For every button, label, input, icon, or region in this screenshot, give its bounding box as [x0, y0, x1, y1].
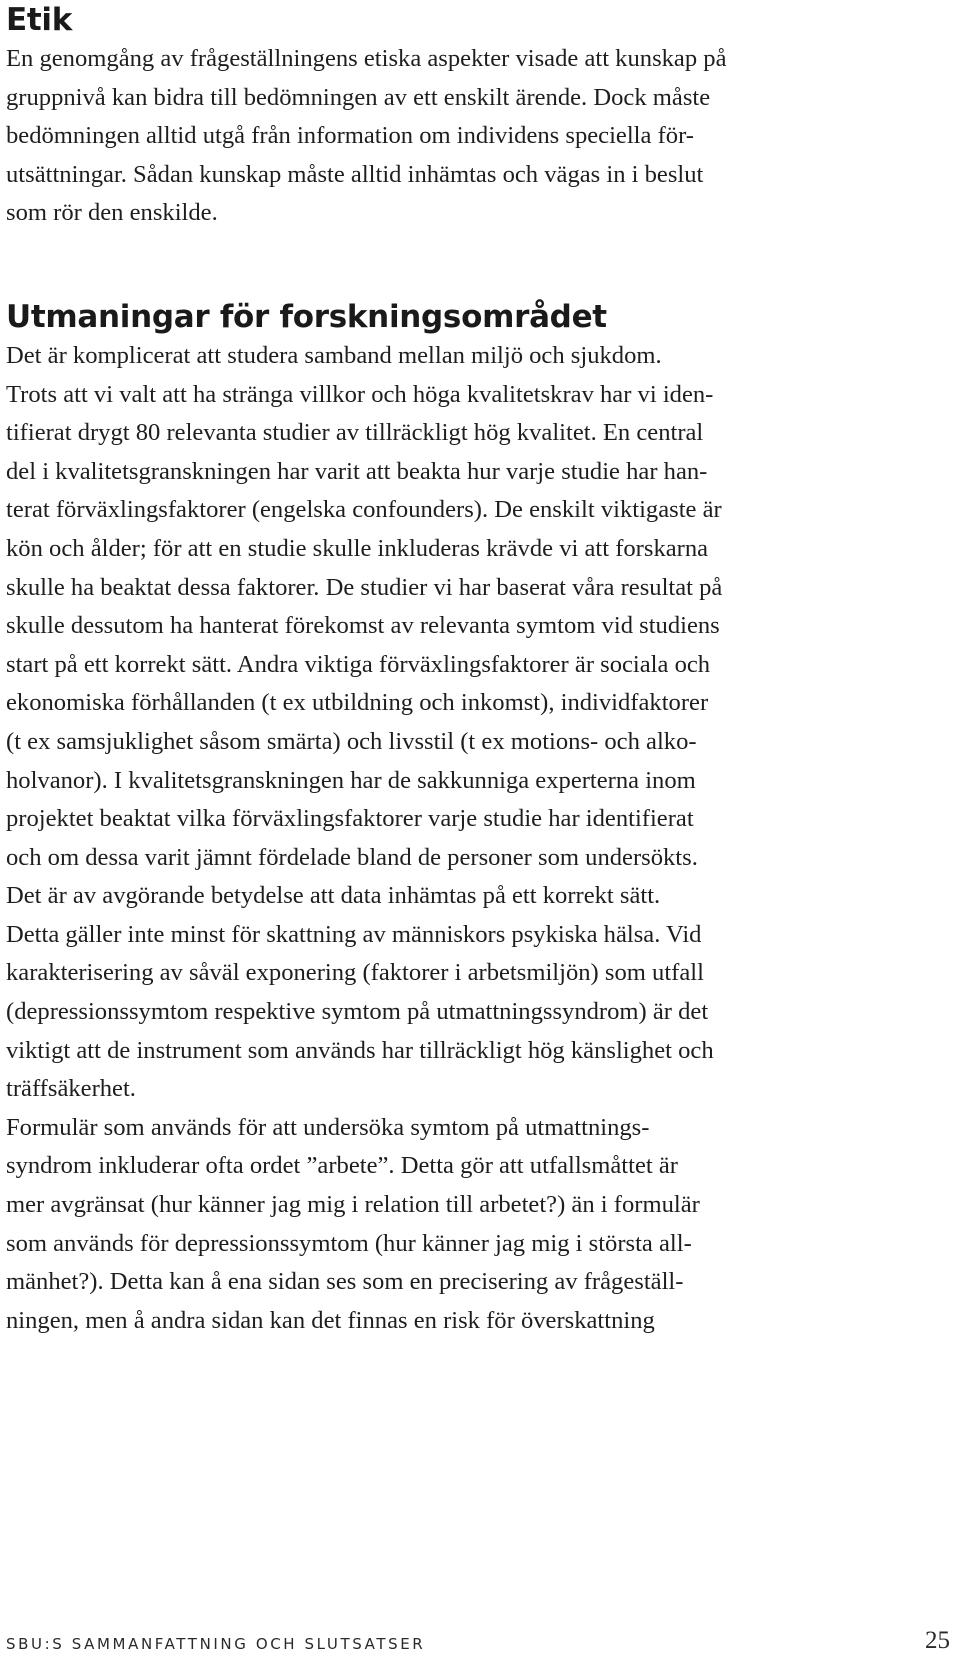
- text-line: Det är komplicerat att studera samband mellan miljö och sjukdom.: [6, 341, 662, 369]
- text-line: bedömningen alltid utgå från information om individens speciella för-: [6, 122, 694, 150]
- text-line: Trots att vi valt att ha stränga villkor och höga kvalitetskrav har vi iden-: [6, 380, 714, 408]
- text-line: mer avgränsat (hur känner jag mig i relation till arbetet?) än i formulär: [6, 1191, 700, 1219]
- text-line: holvanor). I kvalitetsgranskningen har de sakkunniga experterna inom: [6, 766, 696, 794]
- text-line: träffsäkerhet.: [6, 1075, 136, 1103]
- paragraph-utmaningar-1: [6, 337, 954, 877]
- text-line: Det är av avgörande betydelse att data inhämtas på ett korrekt sätt.: [6, 882, 661, 910]
- text-line: karakterisering av såväl exponering (faktorer i arbetsmiljön) som utfall: [6, 959, 704, 987]
- page-footer: [6, 1625, 950, 1655]
- text-line: ningen, men å andra sidan kan det finnas en risk för överskattning: [6, 1306, 655, 1334]
- text-line: start på ett korrekt sätt. Andra viktiga förväxlingsfaktorer är sociala och: [6, 650, 711, 678]
- text-line: som används för depressionssymtom (hur känner jag mig i största all-: [6, 1229, 692, 1257]
- section-heading-utmaningar: Utmaningar för forskningsområdet: [6, 298, 607, 335]
- footer-title: SBU:S SAMMANFATTNING OCH SLUTSATSER: [6, 1635, 426, 1653]
- section-heading-etik: Etik: [6, 2, 73, 38]
- text-line: del i kvalitetsgranskningen har varit att beakta hur varje studie har han-: [6, 457, 708, 485]
- text-line: kön och ålder; för att en studie skulle inkluderas krävde vi att forskarna: [6, 534, 709, 562]
- text-line: mänhet?). Detta kan å ena sidan ses som en precisering av frågeställ-: [6, 1268, 684, 1296]
- page-number: 25: [925, 1627, 950, 1654]
- text-line: tifierat drygt 80 relevanta studier av tillräckligt hög kvalitet. En central: [6, 419, 704, 447]
- text-line: ekonomiska förhållanden (t ex utbildning och inkomst), individfaktorer: [6, 689, 709, 717]
- text-line: projektet beaktat vilka förväxlingsfaktorer varje studie har identifierat: [6, 805, 694, 833]
- document-page: [6, 0, 954, 1340]
- text-line: terat förväxlingsfaktorer (engelska confounders). De enskilt viktigaste är: [6, 496, 722, 524]
- text-line: gruppnivå kan bidra till bedömningen av ett enskilt ärende. Dock måste: [6, 83, 711, 111]
- text-line: En genomgång av frågeställningens etiska aspekter visade att kunskap på: [6, 45, 727, 72]
- text-line: Detta gäller inte minst för skattning av människors psykiska hälsa. Vid: [6, 920, 702, 948]
- text-line: (t ex samsjuklighet såsom smärta) och livsstil (t ex motions- och alko-: [6, 727, 697, 755]
- text-line: och om dessa varit jämnt fördelade bland de personer som undersökts.: [6, 843, 698, 871]
- paragraph-etik: [6, 40, 954, 233]
- text-line: skulle dessutom ha hanterat förekomst av relevanta symtom vid studiens: [6, 612, 720, 640]
- text-line: som rör den enskilde.: [6, 199, 218, 227]
- text-line: (depressionssymtom respektive symtom på utmattningssyndrom) är det: [6, 998, 709, 1026]
- paragraph-utmaningar-2: [6, 877, 954, 1109]
- text-line: Formulär som används för att undersöka symtom på utmattnings-: [6, 1113, 650, 1141]
- paragraph-utmaningar-3: [6, 1109, 954, 1341]
- text-line: syndrom inkluderar ofta ordet ”arbete”. Detta gör att utfallsmåttet är: [6, 1152, 678, 1180]
- text-line: viktigt att de instrument som används har tillräckligt hög känslighet och: [6, 1036, 714, 1064]
- text-line: utsättningar. Sådan kunskap måste alltid inhämtas och vägas in i beslut: [6, 160, 704, 188]
- text-line: skulle ha beaktat dessa faktorer. De studier vi har baserat våra resultat på: [6, 573, 723, 601]
